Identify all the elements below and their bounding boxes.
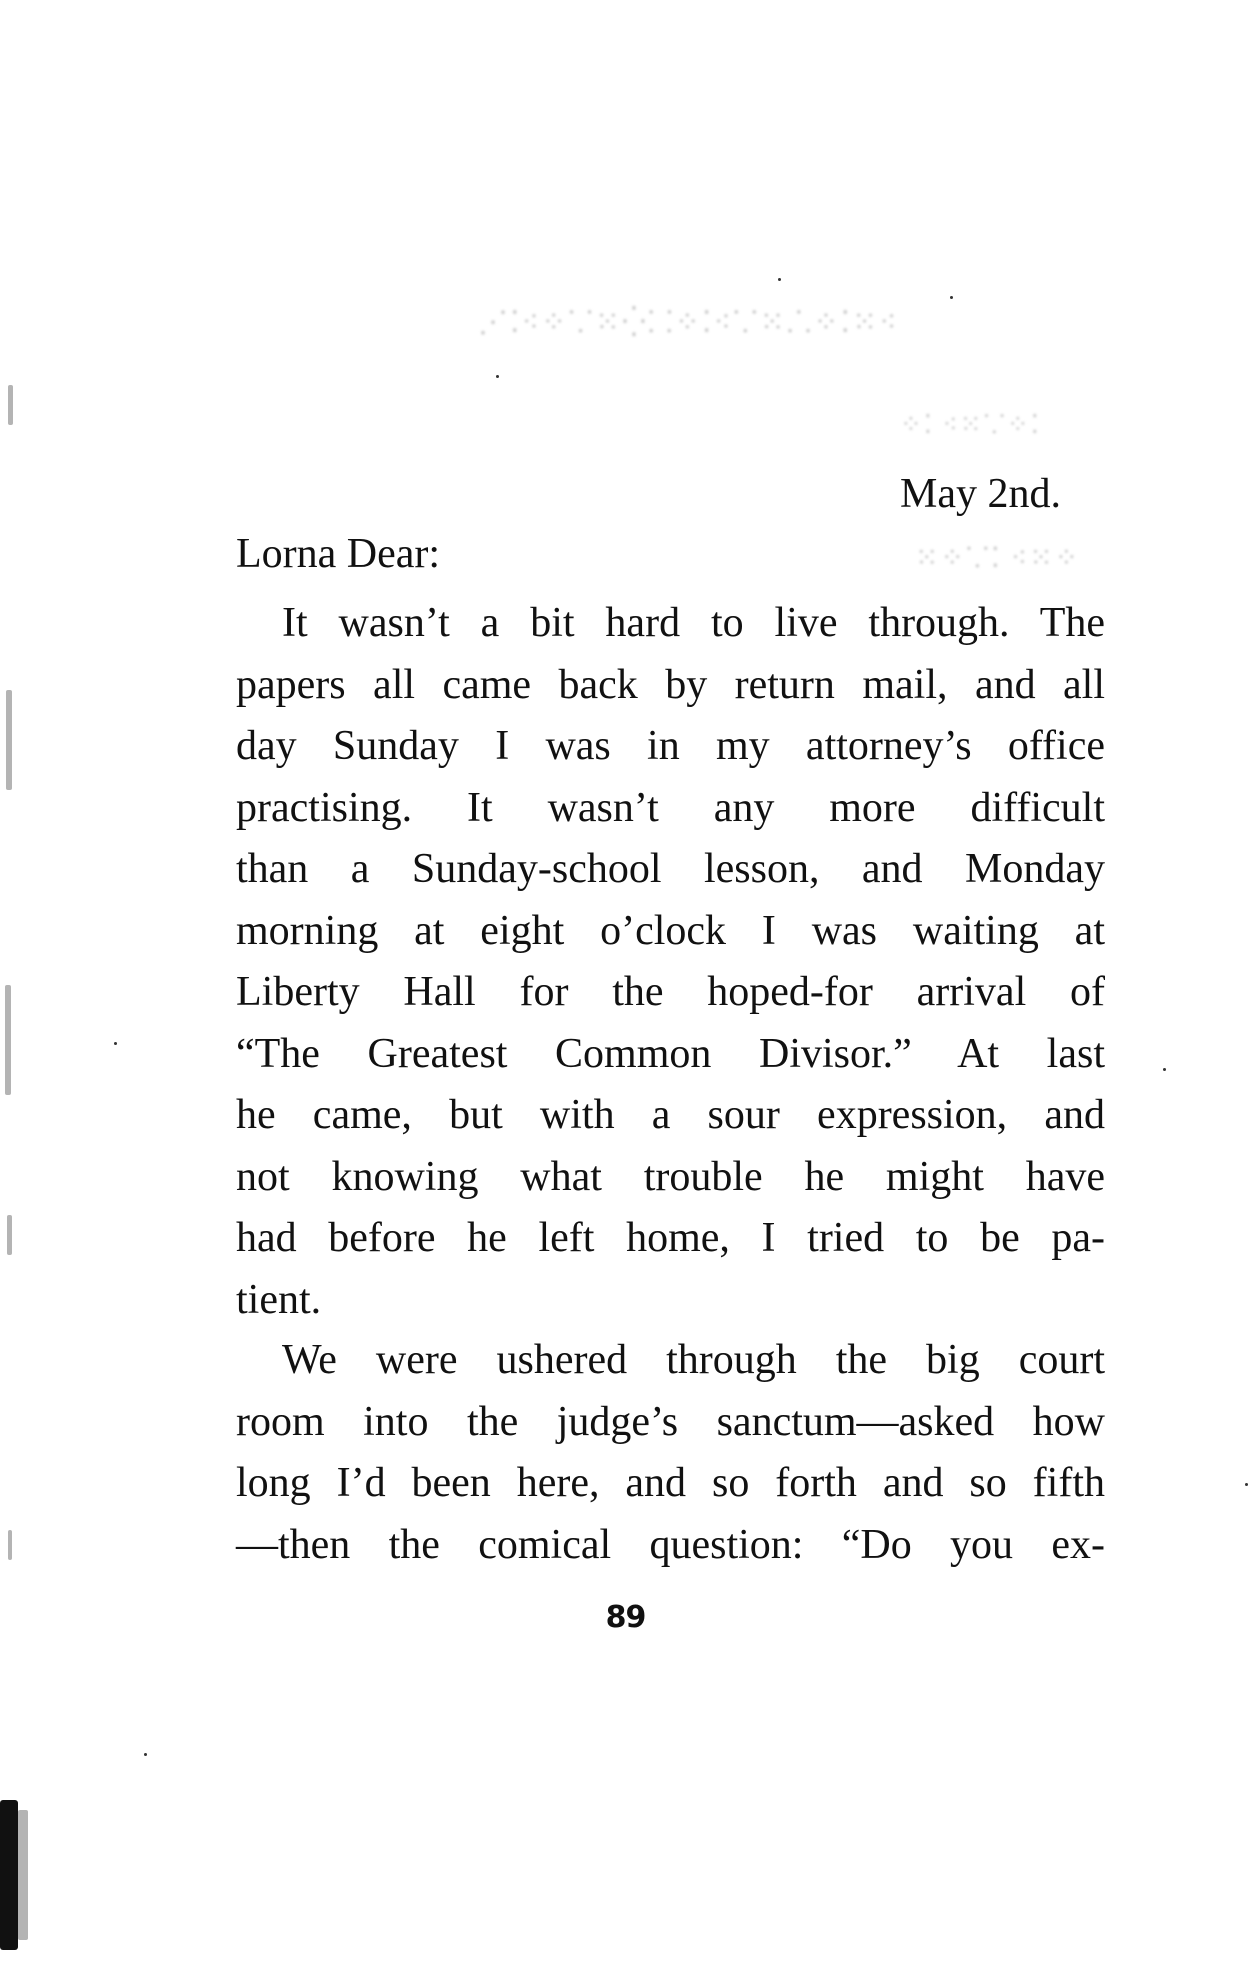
text-line: tient.: [236, 1276, 322, 1323]
show-through-text: ⋰⁚⁖⁘⸪⁙⁛⸬⁘⁚⁖⸪⁙⸫⁘⁚⁙⁖: [478, 306, 899, 339]
text-line: We were ushered through the big court: [282, 1337, 1105, 1383]
letter-date: May 2nd.: [900, 471, 1061, 517]
speck: [778, 278, 781, 281]
scan-artifact: [7, 1215, 12, 1255]
speck: [1163, 1068, 1166, 1071]
text-line: “The Greatest Common Divisor.” At last: [236, 1030, 1105, 1077]
speck: [1245, 1483, 1248, 1486]
text-line: papers all came back by return mail, and all: [236, 661, 1105, 708]
scan-artifact: [6, 690, 12, 790]
text-line: room into the judge’s sanctum—asked how: [236, 1398, 1105, 1445]
show-through-text: ⁘⁚ ⁖⁙⸪⁘⁚: [900, 410, 1041, 439]
speck: [144, 1753, 147, 1756]
letter-salutation: Lorna Dear:: [236, 531, 441, 577]
text-line: he came, but with a sour expression, and: [236, 1092, 1105, 1138]
text-line: It wasn’t a bit hard to live through. The: [282, 600, 1105, 646]
scan-edge-shadow: [0, 1800, 18, 1950]
show-through-text: ⁙⁘⸪⁚ ⁖⁙⁘: [915, 543, 1081, 574]
text-line: than a Sunday-school lesson, and Monday: [236, 846, 1105, 892]
scan-edge-shadow: [18, 1810, 28, 1940]
page-number: 89: [605, 1600, 646, 1635]
text-line: —then the comical question: “Do you ex-: [236, 1521, 1105, 1568]
paragraph-2: [236, 1330, 1105, 1576]
text-line: not knowing what trouble he might have: [236, 1153, 1105, 1200]
paragraph-1: [236, 593, 1105, 1331]
speck: [114, 1042, 117, 1045]
scan-artifact: [5, 985, 11, 1095]
text-line: day Sunday I was in my attorney’s office: [236, 723, 1105, 769]
speck: [950, 296, 953, 299]
text-line: morning at eight o’clock I was waiting at: [236, 907, 1105, 954]
scan-artifact: [8, 1530, 12, 1560]
text-line: had before he left home, I tried to be pa-: [236, 1215, 1105, 1261]
text-line: long I’d been here, and so forth and so fifth: [236, 1460, 1105, 1506]
text-line: Liberty Hall for the hoped-for arrival of: [236, 969, 1105, 1015]
speck: [496, 375, 499, 378]
scan-artifact: [8, 385, 13, 425]
text-line: practising. It wasn’t any more difficult: [236, 784, 1105, 831]
